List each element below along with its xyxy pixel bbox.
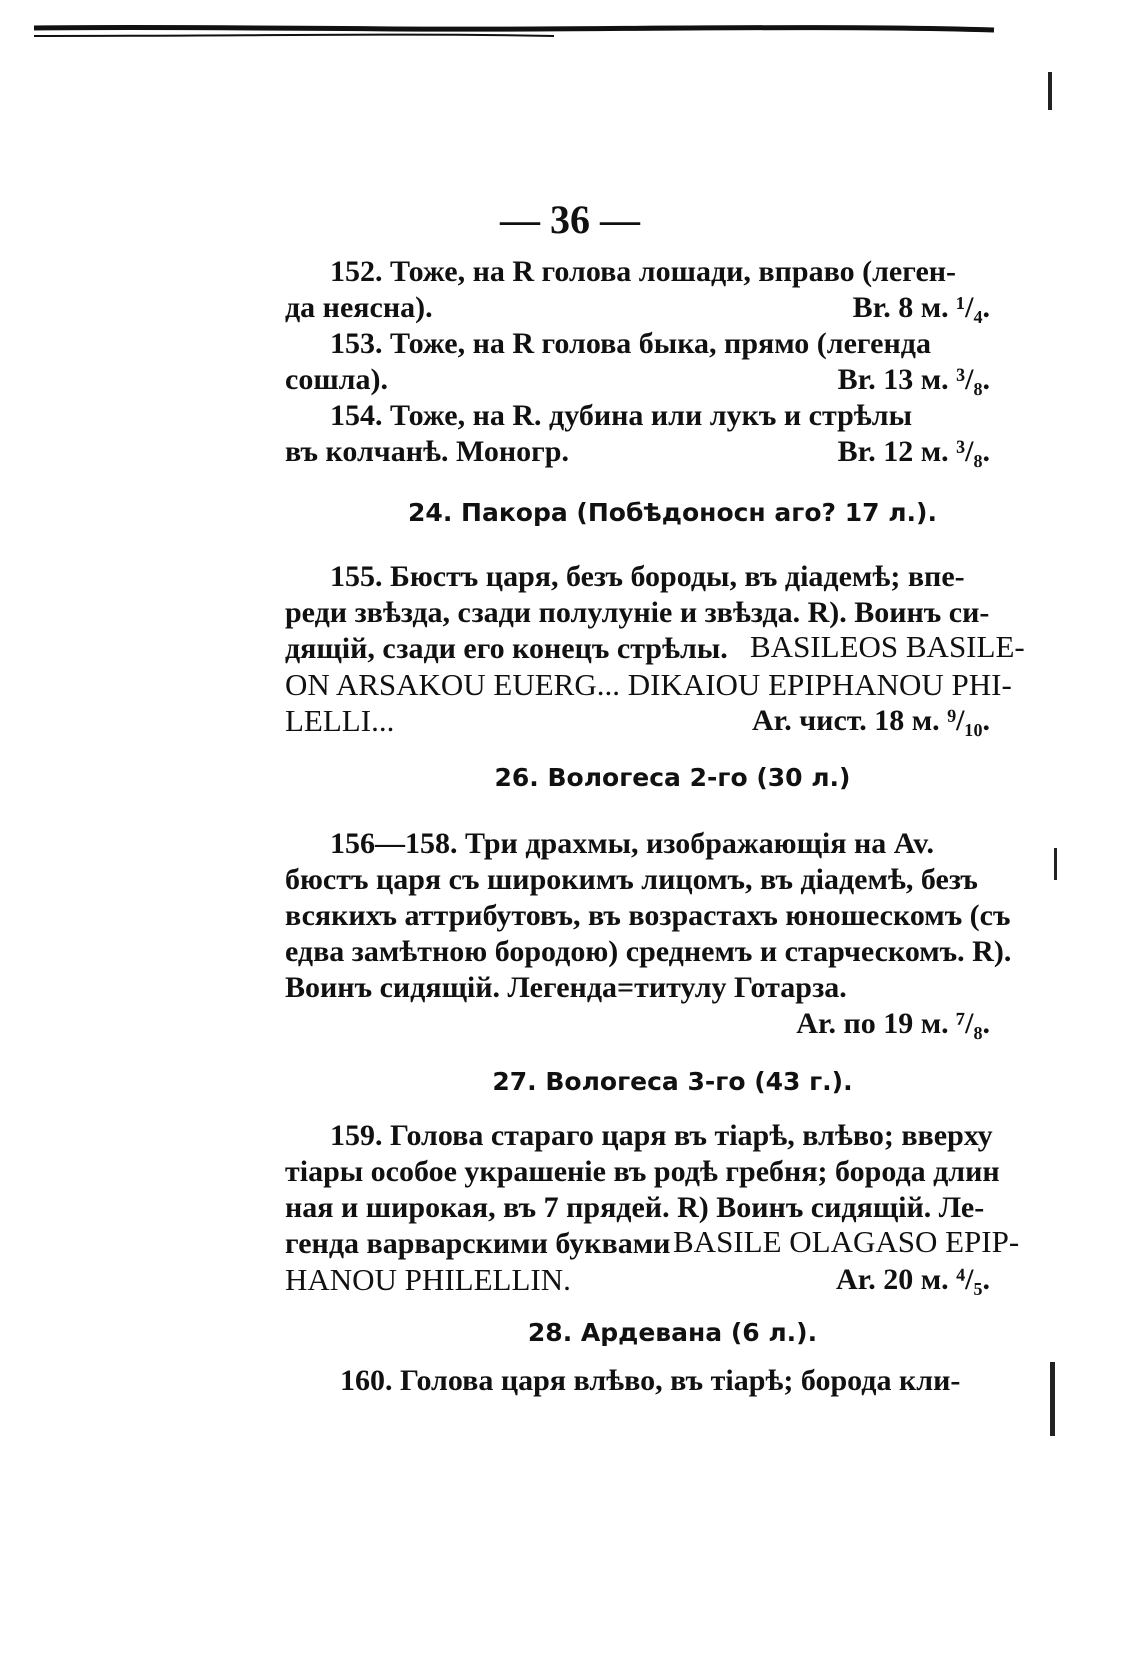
entry-156-measure: Ar. по 19 м. ⁷/₈. [796, 1007, 990, 1040]
right-edge-mark [1048, 72, 1052, 110]
page-top-rule [34, 18, 1034, 48]
entry-159-line-4: генда варварскими буквами [285, 1227, 671, 1260]
entry-159-line-3: ная и широкая, въ 7 прядей. R) Воинъ сидящій. Ле- [285, 1191, 985, 1224]
entry-156-line-1: 156—158. Три драхмы, изображающія на Av. [330, 827, 935, 860]
section-heading-26: 26. Вологеса 2-го (30 л.) [494, 763, 851, 792]
entry-154-line-2: въ колчанѣ. Моногр. [285, 435, 569, 468]
entry-153-line-2: сошла). [285, 363, 388, 396]
entry-159-line-1: 159. Голова стараго царя въ тіарѣ, влѣво; вверху [330, 1119, 993, 1152]
entry-153-measure: Br. 13 м. ³/₈. [837, 363, 990, 396]
entry-159-legend: BASILE OLAGASO EPIP- [673, 1224, 1020, 1259]
entry-159-line-2: тіары особое украшеніе въ родѣ гребня; борода длин [285, 1155, 1000, 1188]
entry-159-measure: Ar. 20 м. ⁴/₅. [836, 1263, 990, 1296]
entry-155-measure: Ar. чист. 18 м. ⁹/₁₀. [752, 704, 990, 737]
entry-156-line-3: всякихъ аттрибутовъ, въ возрастахъ юношескомъ (съ [285, 899, 1011, 932]
entry-155-line-3: дящій, сзади его конецъ стрѣлы. [285, 632, 728, 665]
entry-156-line-4: едва замѣтною бородою) среднемъ и старческомъ. R). [285, 935, 1012, 968]
entry-156-line-5: Воинъ сидящій. Легенда=титулу Готарза. [285, 971, 847, 1004]
entry-155-legend: BASILEOS BASILE- [750, 629, 1025, 664]
entry-155-line-4: ON ARSAKOU EUERG... DIKAIOU EPIPHANOU PHI- [285, 667, 1012, 702]
entry-153-line-1: 153. Тоже, на R голова быка, прямо (легенда [330, 327, 931, 360]
entry-154-measure: Br. 12 м. ³/₈. [837, 435, 990, 468]
entry-160-line-1: 160. Голова царя влѣво, въ тіарѣ; борода кли- [340, 1364, 961, 1397]
entry-155-line-1: 155. Бюстъ царя, безъ бороды, въ діадемѣ; впе- [330, 560, 965, 593]
section-heading-28: 28. Ардевана (6 л.). [527, 1318, 818, 1347]
entry-155-line-2: реди звѣзда, сзади полулуніе и звѣзда. R). Воинъ си- [285, 596, 990, 629]
section-heading-27: 27. Вологеса 3-го (43 г.). [492, 1067, 853, 1096]
entry-156-line-2: бюстъ царя съ широкимъ лицомъ, въ діадемѣ, безъ [285, 863, 978, 896]
entry-159-line-5: HANOU PHILELLIN. [285, 1262, 571, 1297]
entry-152-measure: Br. 8 м. ¹/₄. [852, 291, 990, 324]
page-number: — 36 — [500, 197, 640, 242]
section-heading-24: 24. Пакора (Побѣдоносн аго? 17 л.). [408, 498, 937, 527]
entry-152-line-2: да неясна). [285, 291, 433, 324]
entry-154-line-1: 154. Тоже, на R. дубина или лукъ и стрѣлы [330, 399, 913, 432]
entry-152-line-1: 152. Тоже, на R голова лошади, вправо (леген- [330, 255, 957, 288]
entry-155-line-5: LELLI... [285, 703, 395, 738]
